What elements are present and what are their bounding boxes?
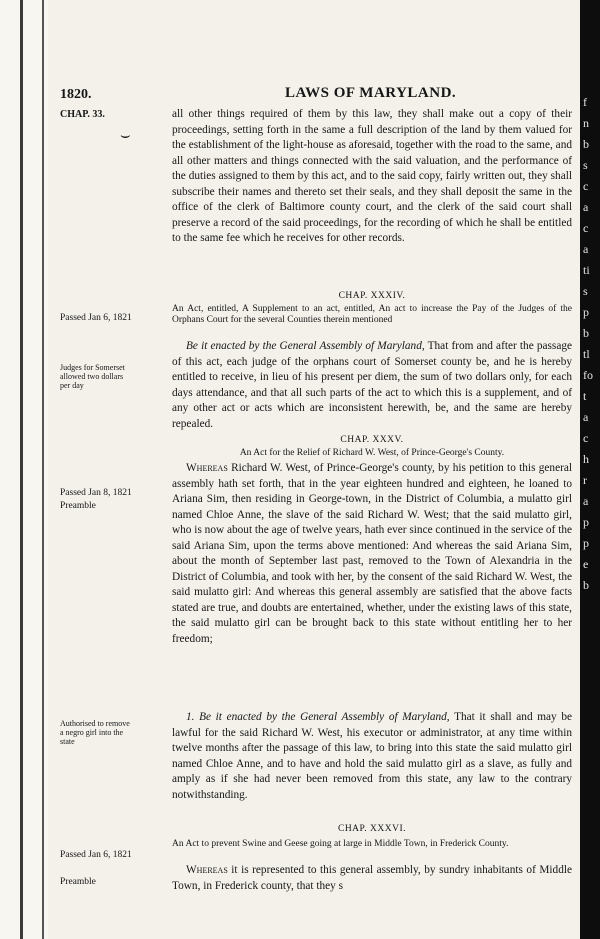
chapter-35-whereas: Whereas [186, 462, 228, 474]
chapter-36-text: it is represented to this general assembly, by sundry inhabitants of Middle Town, in Frederick county, that they s [172, 864, 572, 892]
facing-fragment: tl [583, 347, 590, 361]
facing-fragment: p [583, 515, 589, 529]
chapter-34-passed: Passed Jan 6, 1821 [60, 313, 132, 323]
chapter-35-title: An Act for the Relief of Richard W. West, of Prince-George's County. [239, 448, 505, 458]
facing-fragment: s [583, 158, 588, 172]
facing-fragment: c [583, 179, 589, 193]
facing-fragment: b [583, 137, 589, 151]
chapter-35-enactment [172, 710, 572, 803]
chapter-35-preamble-label: Preamble [60, 501, 96, 511]
facing-fragment: e [583, 557, 589, 571]
chapter-35-heading: CHAP. XXXV. [340, 435, 404, 445]
chapter-34-text: That from and after the passage of this act, each judge of the orphans court of Somerset county be, and he is hereby entitled to receive, in lieu of his present per diem, the sum of two dollars only, for each days attendance, and that all such parts of the act to which this is a supplement, and of any other act or acts which are inconsistent herewith, be, and the same are hereby repealed. [172, 340, 572, 430]
chapter-35-side-note: Authorised to remove a negro girl into the state [60, 719, 130, 746]
facing-fragment: a [583, 410, 589, 424]
chapter-36-whereas: Whereas [186, 864, 228, 876]
chapter-34-enact: Be it enacted by the General Assembly of Maryland, [186, 340, 425, 352]
chapter-35-preamble-text: Richard W. West, of Prince-George's county, by his petition to this general assembly hath set forth, that in the year eighteen hundred and eighteen, he loaned to Ariana Sim, then residing in George-town, in the District of Columbia, a mulatto girl named Chloe Anne, the slave of the said Richard W. West; that the said mulatto girl, who is now about the age of twelve years, hath ever since continued in the service of the said Ariana Sim, upon the terms above mentioned: And whereas the said Ariana Sim, about the month of September last past, removed to the Town of Alexandria in the District of Columbia, and took with her, by the consent of the said Richard W. West, the said mulatto girl: And whereas this general assembly are satisfied that the above facts stated are true, and doubts are entertained, whether, under the existing laws of this state, the said mulatto girl can be brought back to this state without entitling her to her freedom; [172, 462, 573, 645]
chapter-34-title: An Act, entitled, A Supplement to an act, entitled, An act to increase the Pay of the Judges of the Orphans Court for the several Counties therein mentioned [172, 304, 572, 325]
facing-fragment: f [583, 95, 587, 109]
facing-page-fragments [583, 92, 599, 596]
facing-fragment: fo [583, 368, 593, 382]
chapter-35-preamble [172, 461, 572, 647]
facing-fragment: b [583, 326, 589, 340]
page-year: 1820. [60, 87, 92, 102]
facing-fragment: t [583, 389, 587, 403]
facing-fragment: ti [583, 263, 590, 277]
facing-fragment: b [583, 578, 589, 592]
facing-fragment: n [583, 116, 589, 130]
page-title: LAWS OF MARYLAND. [285, 85, 457, 101]
chapter-36-passed: Passed Jan 6, 1821 [60, 850, 132, 860]
facing-fragment: c [583, 431, 589, 445]
facing-fragment: p [583, 536, 589, 550]
chapter-36-title: An Act to prevent Swine and Geese going at large in Middle Town, in Frederick County. [172, 839, 509, 849]
facing-fragment: c [583, 221, 589, 235]
facing-fragment: a [583, 200, 589, 214]
facing-fragment: p [583, 305, 589, 319]
chapter-34-body [172, 339, 572, 432]
chapter-36-heading: CHAP. XXXVI. [337, 824, 407, 834]
chapter-34-heading: CHAP. XXXIV. [338, 291, 406, 301]
document-page [60, 85, 576, 892]
running-header [60, 85, 576, 107]
chapter-35-section: 1. Be it enacted by the General Assembly of Maryland, [186, 711, 450, 723]
chapter-33-label: CHAP. 33. [60, 109, 105, 120]
facing-fragment: a [583, 242, 589, 256]
chapter-35-text: That it shall and may be lawful for the said Richard W. West, his executor or administrator, at any time within twelve months after the passage of this law, to bring into this state the said mulatto girl named Chloe Anne, and to have and hold the said mulatto girl as a slave, as fully and amply as if she had never been removed from this state, any law to the contrary notwithstanding. [172, 711, 572, 801]
chapter-36-body [172, 863, 572, 894]
book-gutter [0, 0, 48, 939]
facing-fragment: a [583, 494, 589, 508]
facing-fragment: s [583, 284, 588, 298]
chapter-36-preamble-label: Preamble [60, 877, 96, 887]
facing-fragment: h [583, 452, 589, 466]
chapter-33-text: all other things required of them by this law, they shall make out a copy of their proceedings, setting forth in the same a full description of the land by them valued for the establishment of the light-house as aforesaid, together with the road to the same, and all other matters and things connected with the said valuation, and the performance of the duties assigned to them by this act, and to the said copy, fairly written out, they shall subscribe their names and thereto set their seals, and they shall deposit the same in the office of the clerk of Baltimore county court, and the clerk of the said court shall preserve a record of the said proceedings, for the recording of which he shall be entitled to the same fee which he receives for other records. [172, 108, 572, 244]
chapter-35-passed: Passed Jan 8, 1821 [60, 488, 132, 498]
facing-fragment: r [583, 473, 587, 487]
brace-mark: ⌣ [120, 127, 131, 144]
chapter-34-side-note: Judges for Somerset allowed two dollars per day [60, 363, 125, 390]
